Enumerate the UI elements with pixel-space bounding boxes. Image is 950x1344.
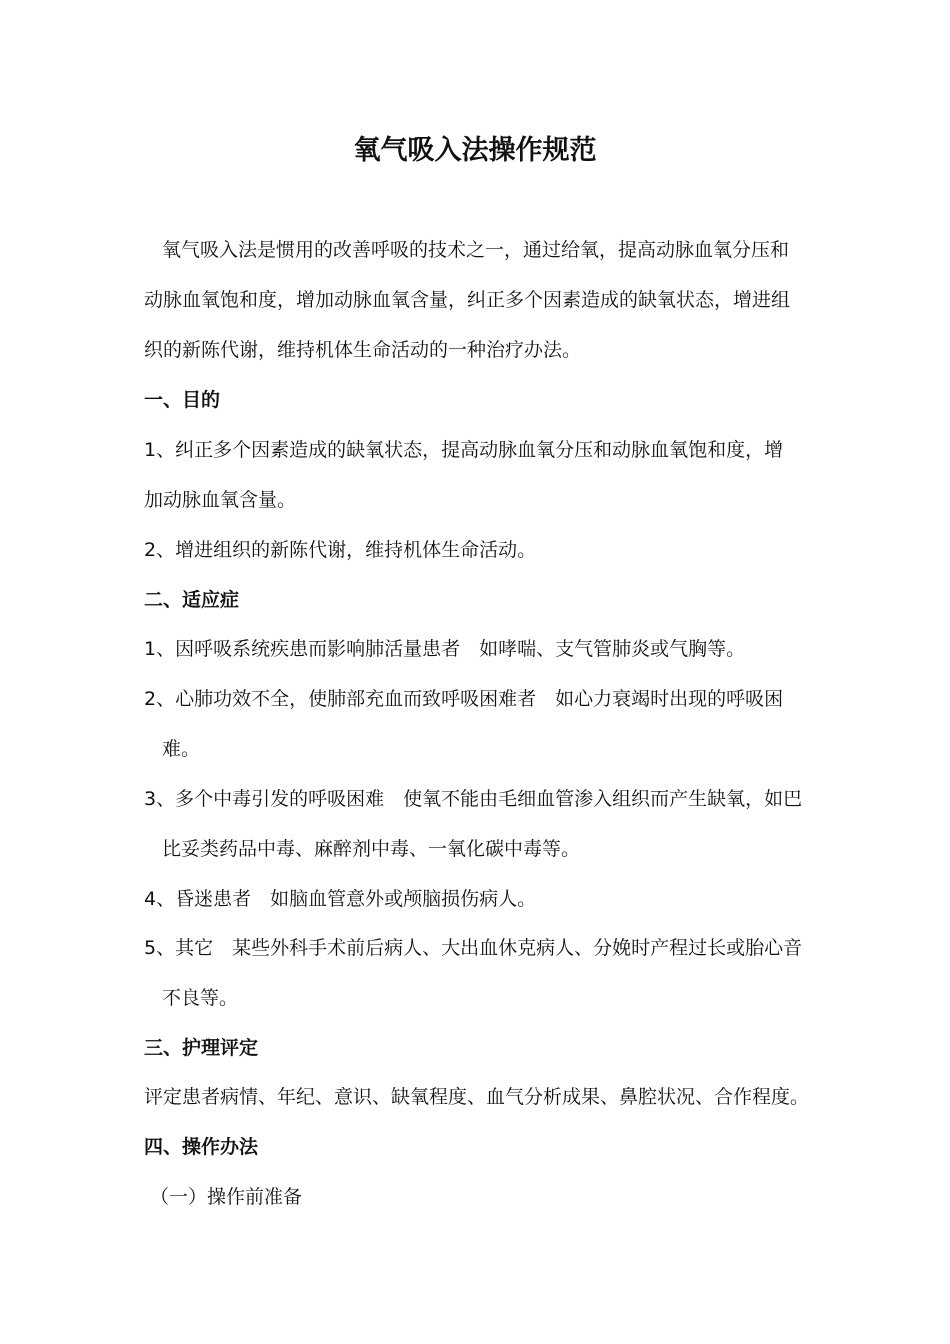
assessment-text: 评定患者病情、年纪、意识、缺氧程度、血气分析成果、鼻腔状况、合作程度。: [144, 1086, 810, 1108]
section-heading-purpose: 一、目的: [144, 389, 221, 411]
purpose-item-1-cont: 加动脉血氧含量。: [144, 489, 297, 511]
indication-item-3: 3、多个中毒引发的呼吸困难 使氧不能由毛细血管渗入组织而产生缺氧，如巴: [144, 788, 803, 810]
indication-item-3-cont: 比妥类药品中毒、麻醉剂中毒、一氧化碳中毒等。: [162, 838, 581, 860]
purpose-item-2: 2、增进组织的新陈代谢，维持机体生命活动。: [144, 539, 537, 561]
indication-item-5: 5、其它 某些外科手术前后病人、大出血休克病人、分娩时产程过长或胎心音: [144, 937, 803, 959]
section-heading-indications: 二、适应症: [144, 589, 240, 611]
document-title: 氧气吸入法操作规范: [353, 135, 597, 166]
procedure-subheading-prep: （一）操作前准备: [150, 1186, 303, 1208]
indication-item-2-cont: 难。: [162, 738, 201, 760]
intro-line-3: 织的新陈代谢，维持机体生命活动的一种治疗办法。: [144, 339, 582, 361]
section-heading-procedure: 四、操作办法: [144, 1136, 259, 1158]
section-heading-assessment: 三、护理评定: [144, 1037, 259, 1059]
indication-item-1: 1、因呼吸系统疾患而影响肺活量患者 如哮喘、支气管肺炎或气胸等。: [144, 638, 746, 660]
intro-line-2: 动脉血氧饱和度，增加动脉血氧含量，纠正多个因素造成的缺氧状态，增进组: [144, 289, 791, 311]
indication-item-2: 2、心肺功效不全，使肺部充血而致呼吸困难者 如心力衰竭时出现的呼吸困: [144, 688, 784, 710]
indication-item-5-cont: 不良等。: [162, 987, 239, 1009]
intro-line-1: 氧气吸入法是惯用的改善呼吸的技术之一，通过给氧，提高动脉血氧分压和: [162, 239, 790, 261]
purpose-item-1: 1、纠正多个因素造成的缺氧状态，提高动脉血氧分压和动脉血氧饱和度，增: [144, 439, 784, 461]
indication-item-4: 4、昏迷患者 如脑血管意外或颅脑损伤病人。: [144, 888, 537, 910]
